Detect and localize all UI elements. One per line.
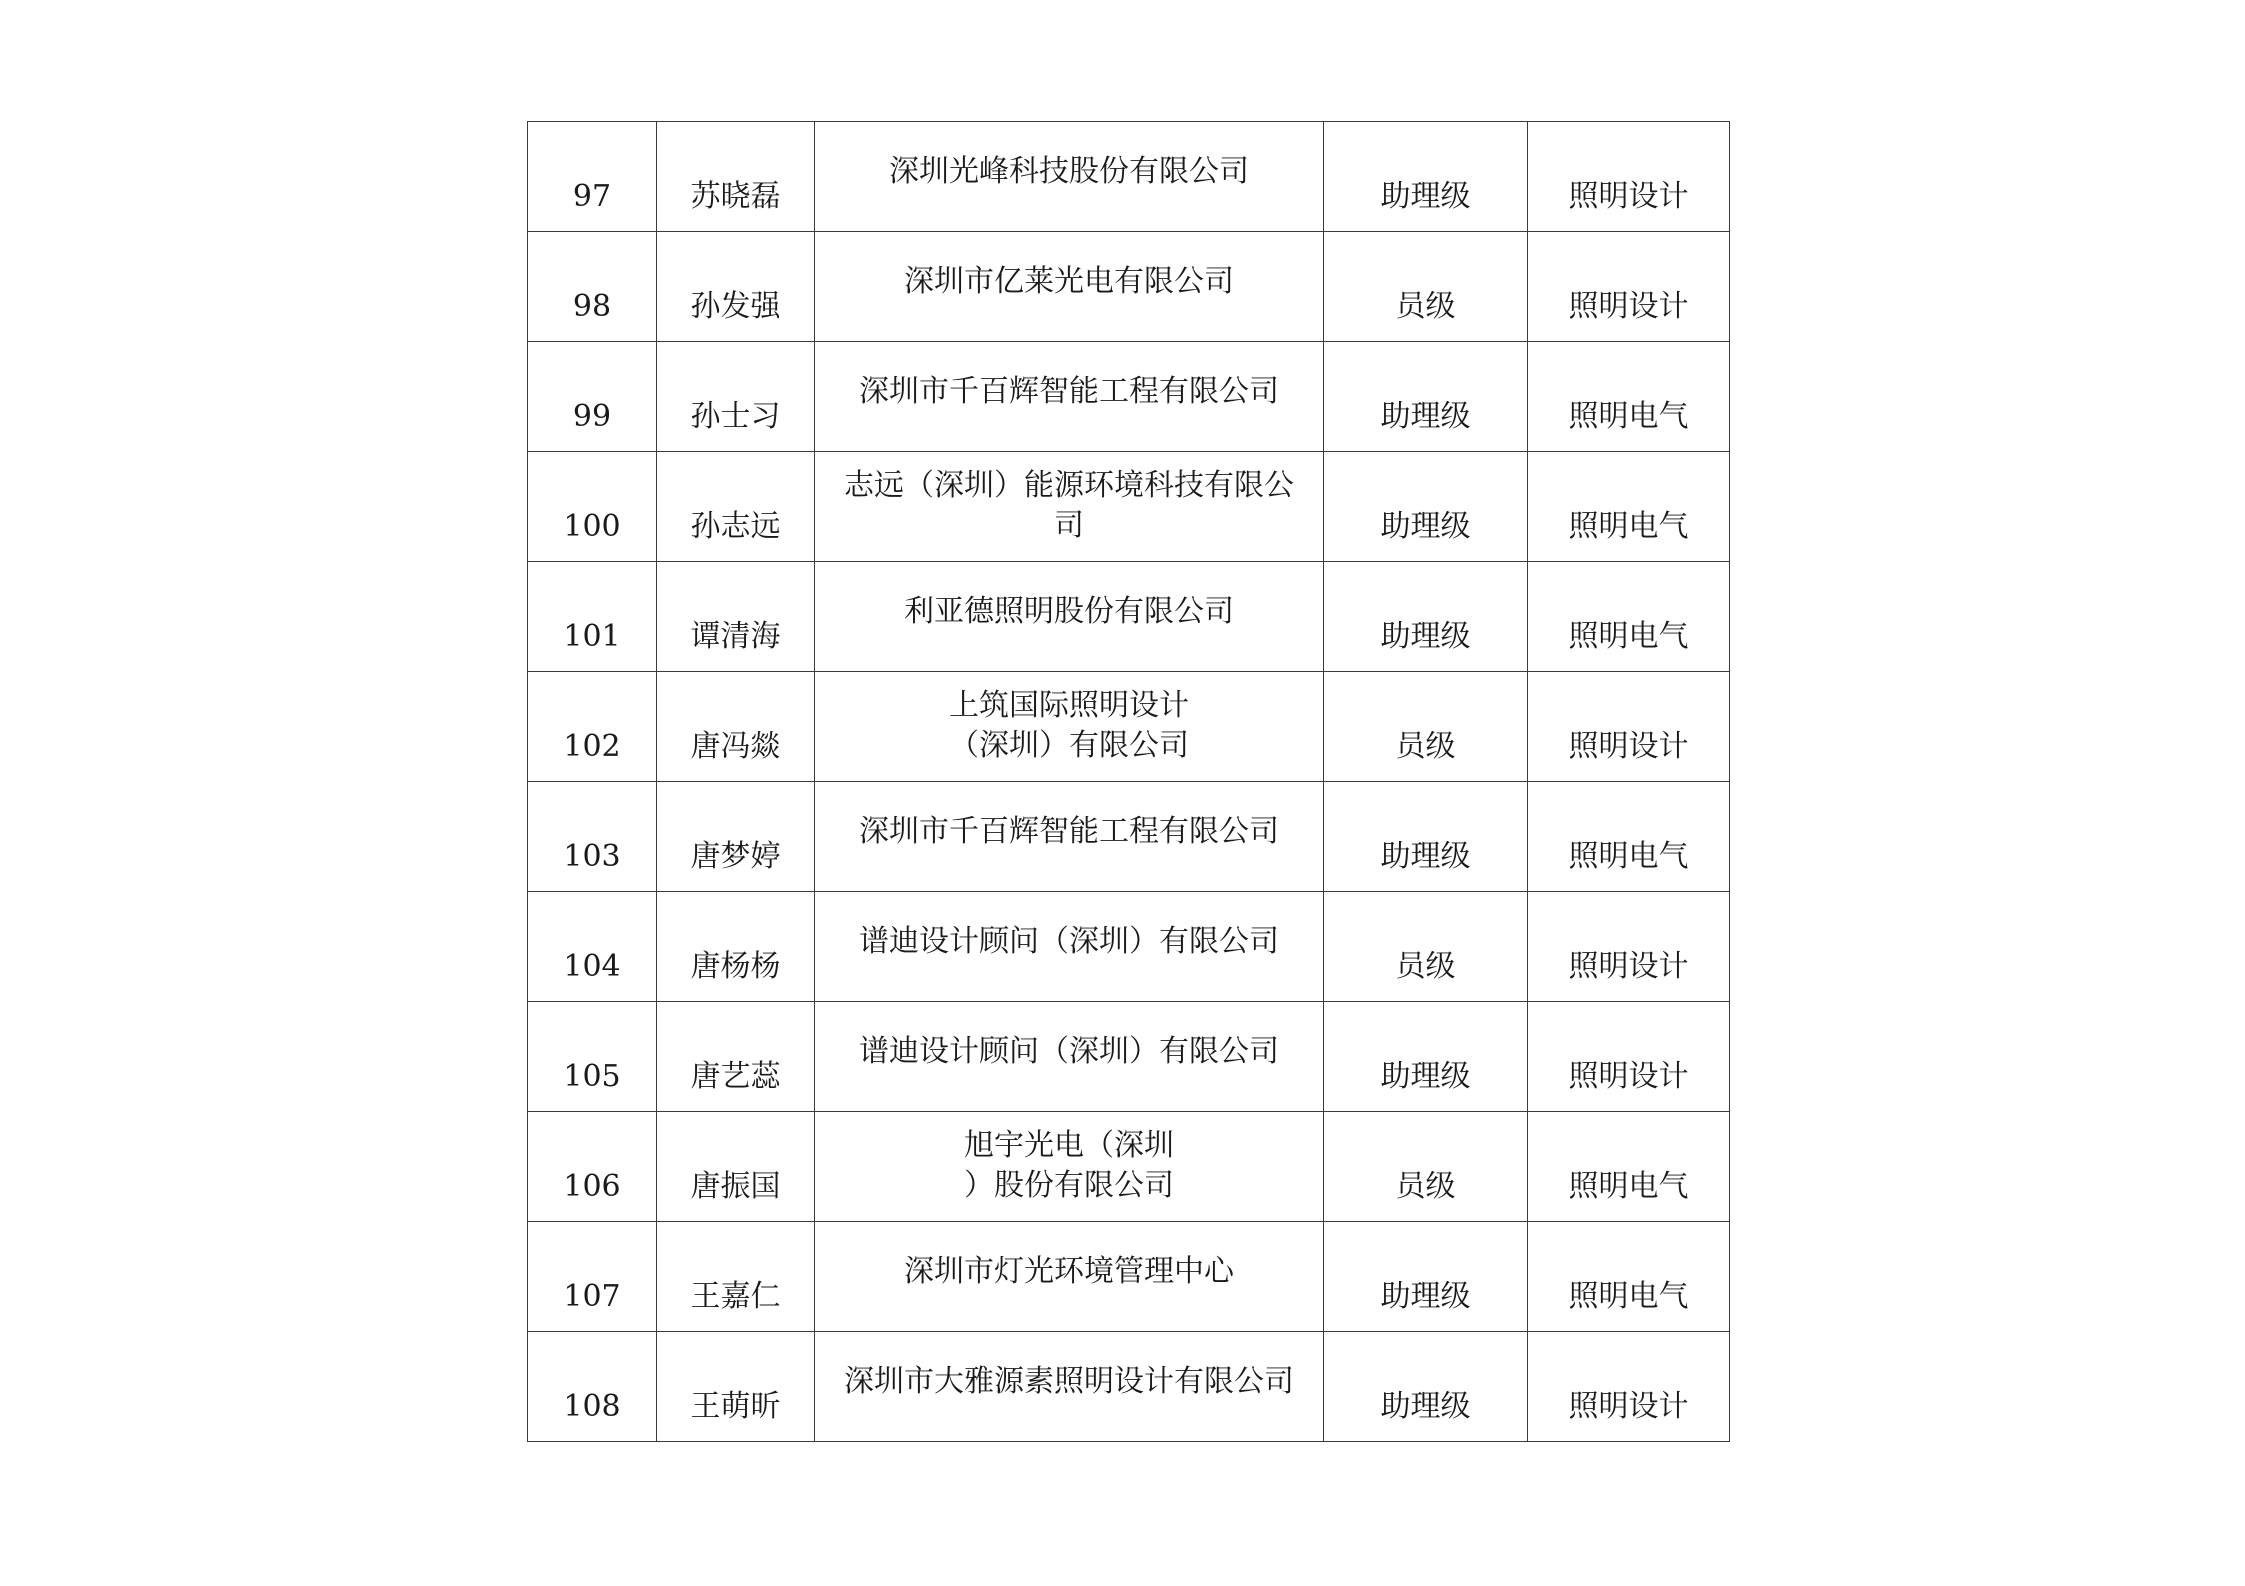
organization-name: 深圳市灯光环境管理中心: [904, 1254, 1234, 1289]
specialty-cell: [1528, 892, 1730, 1002]
row-number-cell: [528, 672, 657, 782]
level-cell: [1324, 672, 1528, 782]
table-row: [528, 122, 1730, 232]
row-number: 102: [563, 729, 621, 764]
row-number: 103: [563, 839, 621, 874]
specialty-cell: [1528, 1332, 1730, 1442]
row-number: 97: [572, 179, 612, 214]
organization-cell: [815, 1222, 1324, 1332]
qualification-level: 员级: [1395, 729, 1456, 764]
row-number: 104: [563, 949, 621, 984]
table-row: [528, 1002, 1730, 1112]
specialty: 照明电气: [1568, 399, 1689, 434]
row-number-cell: [528, 1002, 657, 1112]
level-cell: [1324, 892, 1528, 1002]
specialty: 照明电气: [1568, 1169, 1689, 1204]
organization-name: 上筑国际照明设计 （深圳）有限公司: [949, 688, 1189, 763]
row-number: 106: [563, 1169, 621, 1204]
specialty: 照明设计: [1568, 1389, 1689, 1424]
specialty-cell: [1528, 1222, 1730, 1332]
roster-table-body: [528, 122, 1730, 1442]
organization-name: 深圳光峰科技股份有限公司: [889, 154, 1249, 189]
roster-table: [527, 121, 1730, 1442]
person-name: 孙发强: [690, 289, 781, 324]
row-number: 98: [572, 289, 612, 324]
table-row: [528, 782, 1730, 892]
table-row: [528, 342, 1730, 452]
row-number: 105: [563, 1059, 621, 1094]
person-name: 唐振国: [690, 1169, 781, 1204]
specialty-cell: [1528, 1002, 1730, 1112]
organization-name: 深圳市大雅源素照明设计有限公司: [844, 1364, 1294, 1399]
table-row: [528, 1332, 1730, 1442]
specialty: 照明设计: [1568, 729, 1689, 764]
qualification-level: 员级: [1395, 949, 1456, 984]
specialty: 照明设计: [1568, 289, 1689, 324]
specialty-cell: [1528, 782, 1730, 892]
person-name: 唐梦婷: [690, 839, 781, 874]
row-number-cell: [528, 1332, 657, 1442]
person-name: 唐冯燚: [690, 729, 781, 764]
level-cell: [1324, 1222, 1528, 1332]
specialty: 照明电气: [1568, 509, 1689, 544]
organization-name: 志远（深圳）能源环境科技有限公 司: [844, 468, 1294, 543]
person-name: 唐杨杨: [690, 949, 781, 984]
name-cell: [657, 562, 815, 672]
table-row: [528, 562, 1730, 672]
table-row: [528, 892, 1730, 1002]
person-name: 谭清海: [690, 619, 781, 654]
organization-cell: [815, 452, 1324, 562]
row-number-cell: [528, 232, 657, 342]
name-cell: [657, 672, 815, 782]
row-number: 99: [572, 399, 612, 434]
row-number-cell: [528, 122, 657, 232]
qualification-level: 助理级: [1380, 1059, 1471, 1094]
row-number: 101: [563, 619, 621, 654]
person-name: 王萌昕: [690, 1389, 781, 1424]
qualification-level: 助理级: [1380, 179, 1471, 214]
organization-cell: [815, 342, 1324, 452]
specialty: 照明电气: [1568, 1279, 1689, 1314]
qualification-level: 助理级: [1380, 619, 1471, 654]
person-name: 苏晓磊: [690, 179, 781, 214]
organization-cell: [815, 672, 1324, 782]
table-row: [528, 452, 1730, 562]
qualification-level: 员级: [1395, 289, 1456, 324]
specialty-cell: [1528, 562, 1730, 672]
row-number: 107: [563, 1279, 621, 1314]
qualification-level: 助理级: [1380, 399, 1471, 434]
specialty-cell: [1528, 452, 1730, 562]
organization-cell: [815, 892, 1324, 1002]
level-cell: [1324, 452, 1528, 562]
name-cell: [657, 1112, 815, 1222]
organization-name: 利亚德照明股份有限公司: [904, 594, 1234, 629]
organization-name: 深圳市千百辉智能工程有限公司: [859, 374, 1279, 409]
specialty: 照明设计: [1568, 179, 1689, 214]
person-name: 孙志远: [690, 509, 781, 544]
row-number-cell: [528, 562, 657, 672]
person-name: 唐艺蕊: [690, 1059, 781, 1094]
organization-name: 谱迪设计顾问（深圳）有限公司: [859, 924, 1279, 959]
row-number-cell: [528, 452, 657, 562]
row-number-cell: [528, 892, 657, 1002]
name-cell: [657, 1002, 815, 1112]
person-name: 孙士习: [690, 399, 781, 434]
row-number: 100: [563, 509, 621, 544]
level-cell: [1324, 1002, 1528, 1112]
name-cell: [657, 1222, 815, 1332]
specialty: 照明设计: [1568, 949, 1689, 984]
level-cell: [1324, 782, 1528, 892]
name-cell: [657, 782, 815, 892]
qualification-level: 员级: [1395, 1169, 1456, 1204]
level-cell: [1324, 1332, 1528, 1442]
level-cell: [1324, 562, 1528, 672]
organization-cell: [815, 782, 1324, 892]
qualification-level: 助理级: [1380, 1389, 1471, 1424]
organization-cell: [815, 1002, 1324, 1112]
name-cell: [657, 232, 815, 342]
qualification-level: 助理级: [1380, 839, 1471, 874]
level-cell: [1324, 342, 1528, 452]
name-cell: [657, 892, 815, 1002]
name-cell: [657, 342, 815, 452]
table-row: [528, 672, 1730, 782]
table-row: [528, 1112, 1730, 1222]
row-number-cell: [528, 1222, 657, 1332]
qualification-level: 助理级: [1380, 509, 1471, 544]
specialty: 照明设计: [1568, 1059, 1689, 1094]
row-number-cell: [528, 1112, 657, 1222]
name-cell: [657, 122, 815, 232]
specialty-cell: [1528, 342, 1730, 452]
specialty-cell: [1528, 232, 1730, 342]
specialty: 照明电气: [1568, 619, 1689, 654]
specialty-cell: [1528, 1112, 1730, 1222]
organization-name: 深圳市千百辉智能工程有限公司: [859, 814, 1279, 849]
specialty-cell: [1528, 672, 1730, 782]
qualification-level: 助理级: [1380, 1279, 1471, 1314]
person-name: 王嘉仁: [690, 1279, 781, 1314]
organization-cell: [815, 1112, 1324, 1222]
organization-cell: [815, 232, 1324, 342]
specialty-cell: [1528, 122, 1730, 232]
organization-name: 旭宇光电（深圳 ）股份有限公司: [964, 1128, 1174, 1203]
organization-name: 深圳市亿莱光电有限公司: [904, 264, 1234, 299]
row-number-cell: [528, 342, 657, 452]
table-row: [528, 232, 1730, 342]
organization-cell: [815, 122, 1324, 232]
level-cell: [1324, 122, 1528, 232]
row-number: 108: [563, 1389, 621, 1424]
organization-cell: [815, 1332, 1324, 1442]
specialty: 照明电气: [1568, 839, 1689, 874]
name-cell: [657, 1332, 815, 1442]
organization-name: 谱迪设计顾问（深圳）有限公司: [859, 1034, 1279, 1069]
row-number-cell: [528, 782, 657, 892]
level-cell: [1324, 232, 1528, 342]
level-cell: [1324, 1112, 1528, 1222]
table-row: [528, 1222, 1730, 1332]
name-cell: [657, 452, 815, 562]
organization-cell: [815, 562, 1324, 672]
